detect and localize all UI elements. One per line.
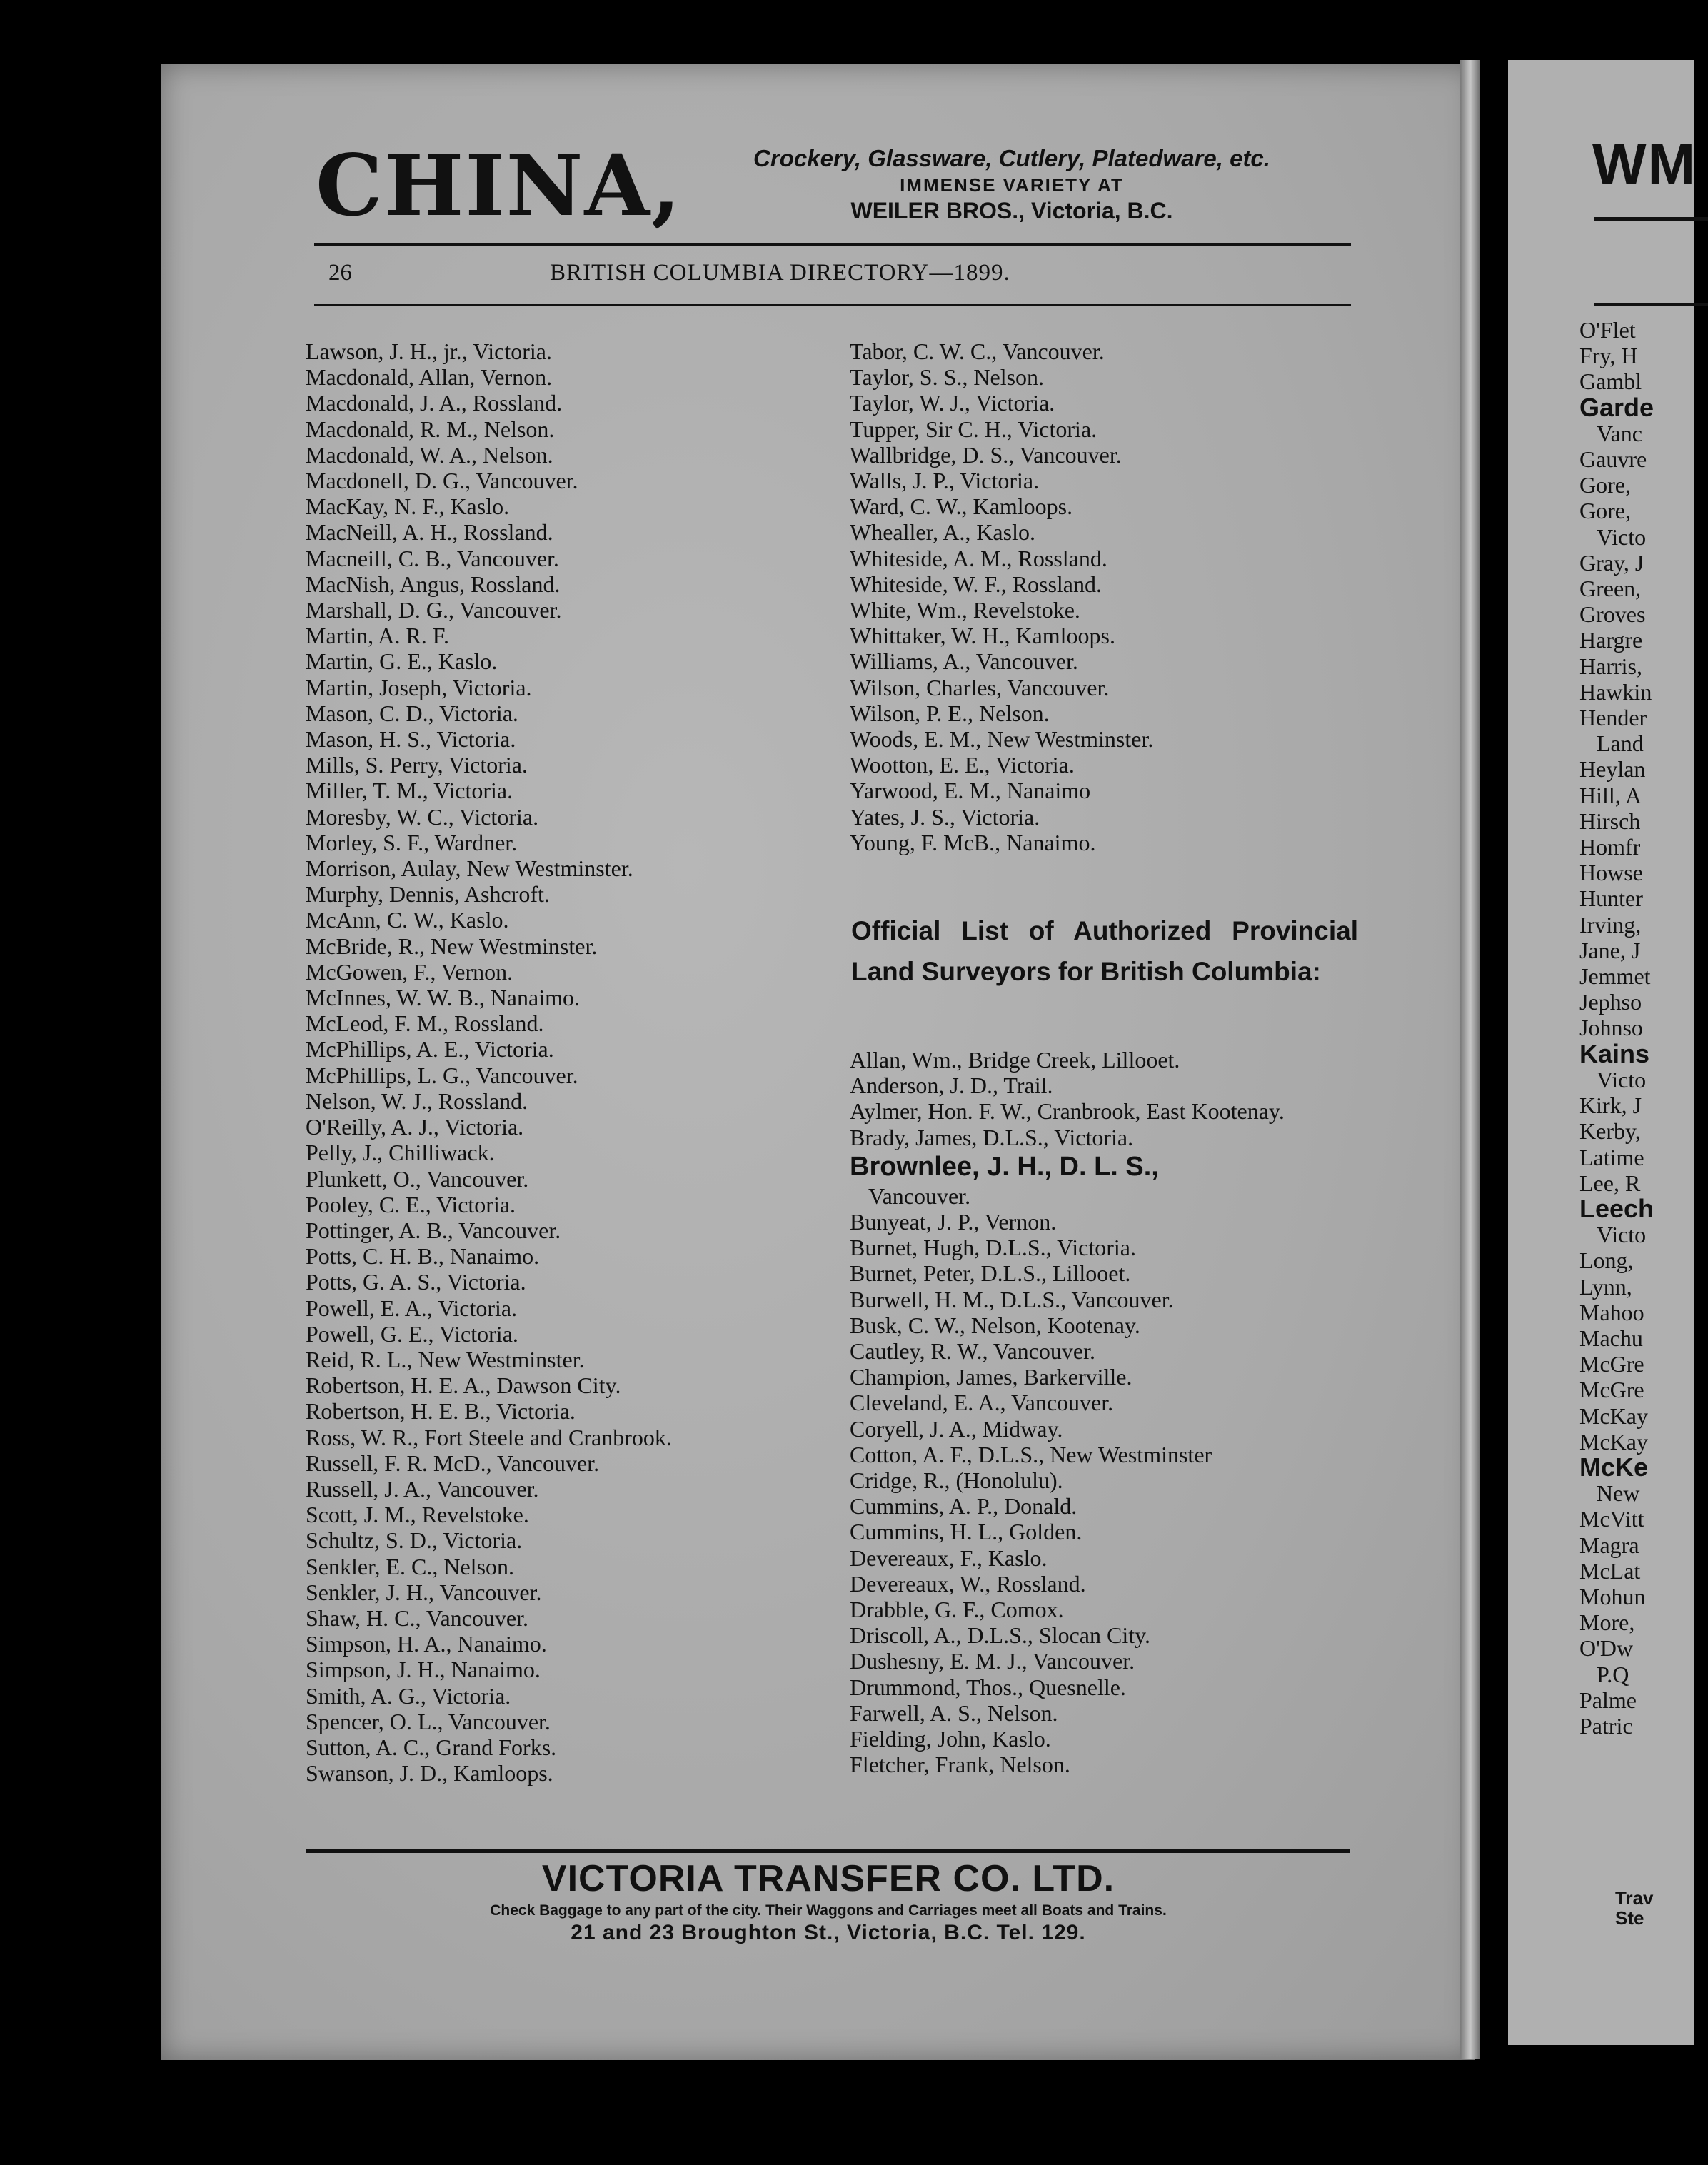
facing-page-title: WM (1592, 132, 1697, 196)
facing-page-entry: Mahoo (1579, 1299, 1644, 1325)
directory-entry: Sutton, A. C., Grand Forks. (306, 1734, 557, 1760)
surveyor-entry: Vancouver. (868, 1182, 971, 1209)
header-rule-bottom (314, 304, 1351, 306)
directory-entry: Tabor, C. W. C., Vancouver. (850, 338, 1105, 364)
directory-entry: Moresby, W. C., Victoria. (306, 803, 539, 830)
facing-page-entry: P.Q (1597, 1661, 1629, 1687)
directory-entry: Yates, J. S., Victoria. (850, 803, 1040, 830)
directory-entry: McGowen, F., Vernon. (306, 958, 513, 985)
directory-entry: McLeod, F. M., Rossland. (306, 1010, 544, 1037)
facing-page-entry: Kirk, J (1579, 1092, 1642, 1119)
directory-entry: Mills, S. Perry, Victoria. (306, 752, 528, 778)
surveyor-entry: Dushesny, E. M. J., Vancouver. (850, 1648, 1135, 1674)
surveyor-entry: Devereaux, W., Rossland. (850, 1570, 1086, 1597)
directory-entry: Shaw, H. C., Vancouver. (306, 1604, 528, 1631)
facing-page-entry: Green, (1579, 576, 1642, 602)
facing-page-rule (1594, 217, 1708, 221)
directory-entry: Russell, F. R. McD., Vancouver. (306, 1450, 600, 1476)
facing-page-entry: Victo (1597, 1222, 1647, 1248)
directory-entry: Scott, J. M., Revelstoke. (306, 1502, 529, 1528)
directory-entry: Potts, C. H. B., Nanaimo. (306, 1243, 540, 1270)
facing-page-entry: Long, (1579, 1247, 1634, 1274)
facing-page-entry: Heylan (1579, 756, 1646, 783)
facing-page-entry: Patric (1579, 1712, 1633, 1739)
directory-entry: Williams, A., Vancouver. (850, 648, 1078, 675)
surveyor-entry: Cummins, H. L., Golden. (850, 1519, 1082, 1545)
facing-page-entry: More, (1579, 1609, 1635, 1636)
facing-page-entry: Johnso (1579, 1015, 1643, 1041)
directory-entry: MacKay, N. F., Kaslo. (306, 493, 510, 520)
surveyor-entry: Burnet, Peter, D.L.S., Lillooet. (850, 1260, 1131, 1287)
directory-entry: Morrison, Aulay, New Westminster. (306, 855, 633, 882)
directory-column-left (306, 338, 672, 1786)
footer-ad-address: 21 and 23 Broughton St., Victoria, B.C. Tel. 129. (571, 1921, 1086, 1944)
directory-entry: Ross, W. R., Fort Steele and Cranbrook. (306, 1424, 672, 1450)
directory-entry: Smith, A. G., Victoria. (306, 1682, 511, 1709)
facing-page-entry: Harris, (1579, 653, 1642, 679)
directory-entry: McInnes, W. W. B., Nanaimo. (306, 985, 580, 1011)
surveyor-entry: Cummins, A. P., Donald. (850, 1493, 1077, 1519)
facing-page-entry: Victo (1597, 523, 1647, 550)
directory-entry: McPhillips, A. E., Victoria. (306, 1036, 554, 1063)
surveyor-entry: Aylmer, Hon. F. W., Cranbrook, East Kootenay. (850, 1098, 1285, 1125)
directory-entry: Robertson, H. E. B., Victoria. (306, 1398, 576, 1425)
facing-page-entry: Hender (1579, 705, 1647, 731)
surveyor-entry: Busk, C. W., Nelson, Kootenay. (850, 1312, 1140, 1338)
surveyor-entry: Driscoll, A., D.L.S., Slocan City. (850, 1622, 1151, 1649)
facing-page-entry: Jemmet (1579, 963, 1651, 990)
directory-entry: Spencer, O. L., Vancouver. (306, 1708, 551, 1734)
facing-footer-line2: Ste (1615, 1907, 1644, 1929)
facing-page-entry: McKay (1579, 1402, 1648, 1429)
directory-entry: Pottinger, A. B., Vancouver. (306, 1217, 561, 1243)
facing-page-entry: O'Dw (1579, 1635, 1634, 1662)
facing-page-entry: McLat (1579, 1557, 1641, 1584)
facing-page-entry: Jane, J (1579, 937, 1641, 963)
directory-entry: White, Wm., Revelstoke. (850, 597, 1080, 623)
directory-entry: O'Reilly, A. J., Victoria. (306, 1114, 524, 1140)
directory-column-right (850, 338, 1153, 855)
facing-page-entry: Homfr (1579, 834, 1641, 860)
footer-ad-company: VICTORIA TRANSFER CO. LTD. (541, 1858, 1115, 1899)
facing-page-list (1579, 317, 1654, 1739)
directory-entry: Pooley, C. E., Victoria. (306, 1191, 516, 1217)
footer-rule (306, 1849, 1350, 1853)
directory-entry: Mason, H. S., Victoria. (306, 726, 516, 753)
directory-entry: Macdonald, J. A., Rossland. (306, 390, 563, 416)
facing-page-entry: Machu (1579, 1325, 1643, 1351)
directory-entry: Senkler, E. C., Nelson. (306, 1553, 515, 1579)
facing-page-entry: McGre (1579, 1377, 1644, 1403)
directory-entry: Reid, R. L., New Westminster. (306, 1346, 585, 1372)
directory-entry: McPhillips, L. G., Vancouver. (306, 1062, 578, 1088)
directory-entry: Plunkett, O., Vancouver. (306, 1165, 529, 1192)
directory-entry: Wallbridge, D. S., Vancouver. (850, 441, 1122, 468)
surveyors-list (850, 1047, 1368, 1777)
facing-page-entry: Magra (1579, 1532, 1639, 1558)
surveyor-entry: Burnet, Hugh, D.L.S., Victoria. (850, 1235, 1136, 1261)
directory-entry: Martin, G. E., Kaslo. (306, 648, 498, 675)
surveyor-entry: Farwell, A. S., Nelson. (850, 1699, 1058, 1726)
directory-entry: Young, F. McB., Nanaimo. (850, 829, 1096, 855)
directory-entry: Taylor, W. J., Victoria. (850, 390, 1055, 416)
page-header (328, 260, 1357, 291)
directory-entry: McAnn, C. W., Kaslo. (306, 907, 509, 933)
facing-page-entry: Gambl (1579, 368, 1642, 395)
facing-page-entry: Latime (1579, 1144, 1644, 1170)
surveyor-entry: Cautley, R. W., Vancouver. (850, 1338, 1095, 1365)
facing-page-entry: Hirsch (1579, 808, 1641, 834)
facing-page-entry: Garde (1579, 392, 1654, 422)
header-ad-merchant: WEILER BROS., Victoria, B.C. (850, 198, 1173, 223)
directory-entry: McBride, R., New Westminster. (306, 933, 598, 959)
facing-page-entry: Palme (1579, 1687, 1637, 1713)
surveyor-entry: Cleveland, E. A., Vancouver. (850, 1390, 1114, 1416)
facing-footer-line1: Trav (1615, 1887, 1654, 1909)
directory-entry: Macdonald, W. A., Nelson. (306, 441, 553, 468)
surveyor-entry: Allan, Wm., Bridge Creek, Lillooet. (850, 1047, 1180, 1073)
directory-entry: Martin, A. R. F. (306, 623, 450, 649)
facing-page-rule-lower (1594, 303, 1708, 306)
header-ad-text (673, 144, 1351, 224)
header-ad-variety: IMMENSE VARIETY AT (900, 174, 1124, 196)
directory-entry: Morley, S. F., Wardner. (306, 829, 518, 855)
china-wordmark: CHINA, (316, 136, 683, 235)
facing-page-entry: Gray, J (1579, 549, 1644, 576)
facing-page-entry: Land (1597, 730, 1644, 757)
directory-entry: Potts, G. A. S., Victoria. (306, 1269, 526, 1295)
surveyor-entry: Fletcher, Frank, Nelson. (850, 1752, 1070, 1778)
directory-entry: Martin, Joseph, Victoria. (306, 674, 532, 700)
facing-page-entry: Mohun (1579, 1583, 1646, 1609)
facing-page-entry: McVitt (1579, 1506, 1644, 1532)
directory-entry: Walls, J. P., Victoria. (850, 468, 1040, 494)
facing-page-entry: Lynn, (1579, 1273, 1632, 1300)
facing-page-entry: Lee, R (1579, 1170, 1641, 1196)
facing-page-entry: Victo (1597, 1066, 1647, 1092)
facing-page-entry: Hill, A (1579, 782, 1642, 808)
facing-page-entry: Hunter (1579, 885, 1643, 912)
facing-page-entry: Irving, (1579, 911, 1642, 938)
directory-entry: Lawson, J. H., jr., Victoria. (306, 338, 552, 364)
facing-page-entry: Gore, (1579, 472, 1631, 498)
surveyor-entry: Burwell, H. M., D.L.S., Vancouver. (850, 1286, 1174, 1312)
facing-page-entry: Howse (1579, 860, 1643, 886)
directory-entry: Macdonald, Allan, Vernon. (306, 364, 553, 391)
surveyor-entry: Fielding, John, Kaslo. (850, 1726, 1051, 1752)
directory-entry: Russell, J. A., Vancouver. (306, 1475, 539, 1502)
directory-entry: Murphy, Dennis, Ashcroft. (306, 881, 550, 908)
directory-entry: Macdonald, R. M., Nelson. (306, 416, 555, 442)
directory-entry: Mason, C. D., Victoria. (306, 700, 518, 726)
directory-entry: Wootton, E. E., Victoria. (850, 752, 1075, 778)
directory-entry: Ward, C. W., Kamloops. (850, 493, 1073, 520)
facing-page-entry: New (1597, 1480, 1640, 1507)
directory-entry: Wilson, Charles, Vancouver. (850, 674, 1110, 700)
directory-entry: Whiteside, W. F., Rossland. (850, 571, 1102, 597)
facing-page-entry: Hargre (1579, 627, 1643, 653)
directory-entry: Wilson, P. E., Nelson. (850, 700, 1050, 726)
facing-page-footer (1615, 1888, 1654, 1928)
surveyor-entry: Brownlee, J. H., D. L. S., (850, 1151, 1159, 1182)
surveyor-entry: Cridge, R., (Honolulu). (850, 1467, 1063, 1494)
directory-entry: MacNeill, A. H., Rossland. (306, 519, 553, 546)
facing-page-entry: O'Flet (1579, 317, 1636, 343)
facing-page-entry: Kerby, (1579, 1118, 1641, 1145)
directory-entry: Powell, E. A., Victoria. (306, 1295, 518, 1321)
directory-entry: Woods, E. M., New Westminster. (850, 726, 1154, 753)
header-rule-top (314, 243, 1351, 246)
facing-page-entry: McKe (1579, 1452, 1649, 1482)
header-advertisement (316, 136, 1351, 236)
book-spine (1460, 60, 1480, 2059)
directory-entry: Senkler, J. H., Vancouver. (306, 1579, 542, 1605)
facing-page-entry: Vanc (1597, 420, 1642, 446)
directory-entry: Whiteside, A. M., Rossland. (850, 545, 1107, 571)
surveyor-entry: Bunyeat, J. P., Vernon. (850, 1209, 1057, 1235)
facing-page-entry: Kains (1579, 1038, 1650, 1068)
running-title: BRITISH COLUMBIA DIRECTORY—1899. (550, 260, 1010, 286)
surveyors-heading: Official List of Authorized Provincial Land Surveyors for British Columbia: (851, 916, 1358, 986)
directory-entry: Marshall, D. G., Vancouver. (306, 597, 562, 623)
directory-entry: Powell, G. E., Victoria. (306, 1320, 518, 1347)
directory-entry: Macdonell, D. G., Vancouver. (306, 468, 578, 494)
surveyor-entry: Cotton, A. F., D.L.S., New Westminster (850, 1441, 1212, 1467)
surveyor-entry: Drabble, G. F., Comox. (850, 1597, 1064, 1623)
facing-page-entry: Gauvre (1579, 446, 1647, 473)
facing-page-entry: Fry, H (1579, 343, 1638, 369)
facing-page-entry: McKay (1579, 1428, 1648, 1455)
footer-advertisement (307, 1857, 1350, 1945)
facing-page-entry: Jephso (1579, 989, 1642, 1015)
surveyor-entry: Champion, James, Barkerville. (850, 1364, 1132, 1390)
facing-page-entry: Gore, (1579, 498, 1631, 524)
directory-entry: Taylor, S. S., Nelson. (850, 364, 1045, 391)
page-number: 26 (328, 260, 352, 286)
surveyor-entry: Brady, James, D.L.S., Victoria. (850, 1124, 1134, 1150)
directory-entry: Whittaker, W. H., Kamloops. (850, 623, 1115, 649)
surveyor-entry: Drummond, Thos., Quesnelle. (850, 1674, 1126, 1700)
directory-entry: Yarwood, E. M., Nanaimo (850, 778, 1091, 804)
surveyor-entry: Devereaux, F., Kaslo. (850, 1544, 1048, 1571)
directory-entry: Tupper, Sir C. H., Victoria. (850, 416, 1097, 442)
facing-page-entry: Groves (1579, 601, 1646, 628)
directory-entry: Pelly, J., Chilliwack. (306, 1140, 495, 1166)
directory-entry: Nelson, W. J., Rossland. (306, 1087, 528, 1114)
directory-entry: Whealler, A., Kaslo. (850, 519, 1035, 546)
facing-page (1508, 60, 1697, 2045)
facing-page-entry: Hawkin (1579, 678, 1652, 705)
directory-entry: Swanson, J. D., Kamloops. (306, 1760, 553, 1787)
directory-entry: Simpson, H. A., Nanaimo. (306, 1631, 547, 1657)
facing-page-entry: Leech (1579, 1193, 1654, 1223)
directory-entry: Miller, T. M., Victoria. (306, 778, 513, 804)
footer-ad-services: Check Baggage to any part of the city. Their Waggons and Carriages meet all Boats and Trains. (490, 1902, 1167, 1919)
directory-entry: Schultz, S. D., Victoria. (306, 1527, 523, 1554)
directory-entry: Robertson, H. E. A., Dawson City. (306, 1372, 621, 1399)
directory-entry: Simpson, J. H., Nanaimo. (306, 1657, 541, 1683)
header-ad-products: Crockery, Glassware, Cutlery, Platedware, etc. (753, 145, 1270, 171)
surveyor-entry: Anderson, J. D., Trail. (850, 1073, 1053, 1099)
facing-page-entry: McGre (1579, 1351, 1644, 1377)
directory-entry: Macneill, C. B., Vancouver. (306, 545, 559, 571)
directory-entry: MacNish, Angus, Rossland. (306, 571, 561, 597)
surveyor-entry: Coryell, J. A., Midway. (850, 1415, 1063, 1442)
